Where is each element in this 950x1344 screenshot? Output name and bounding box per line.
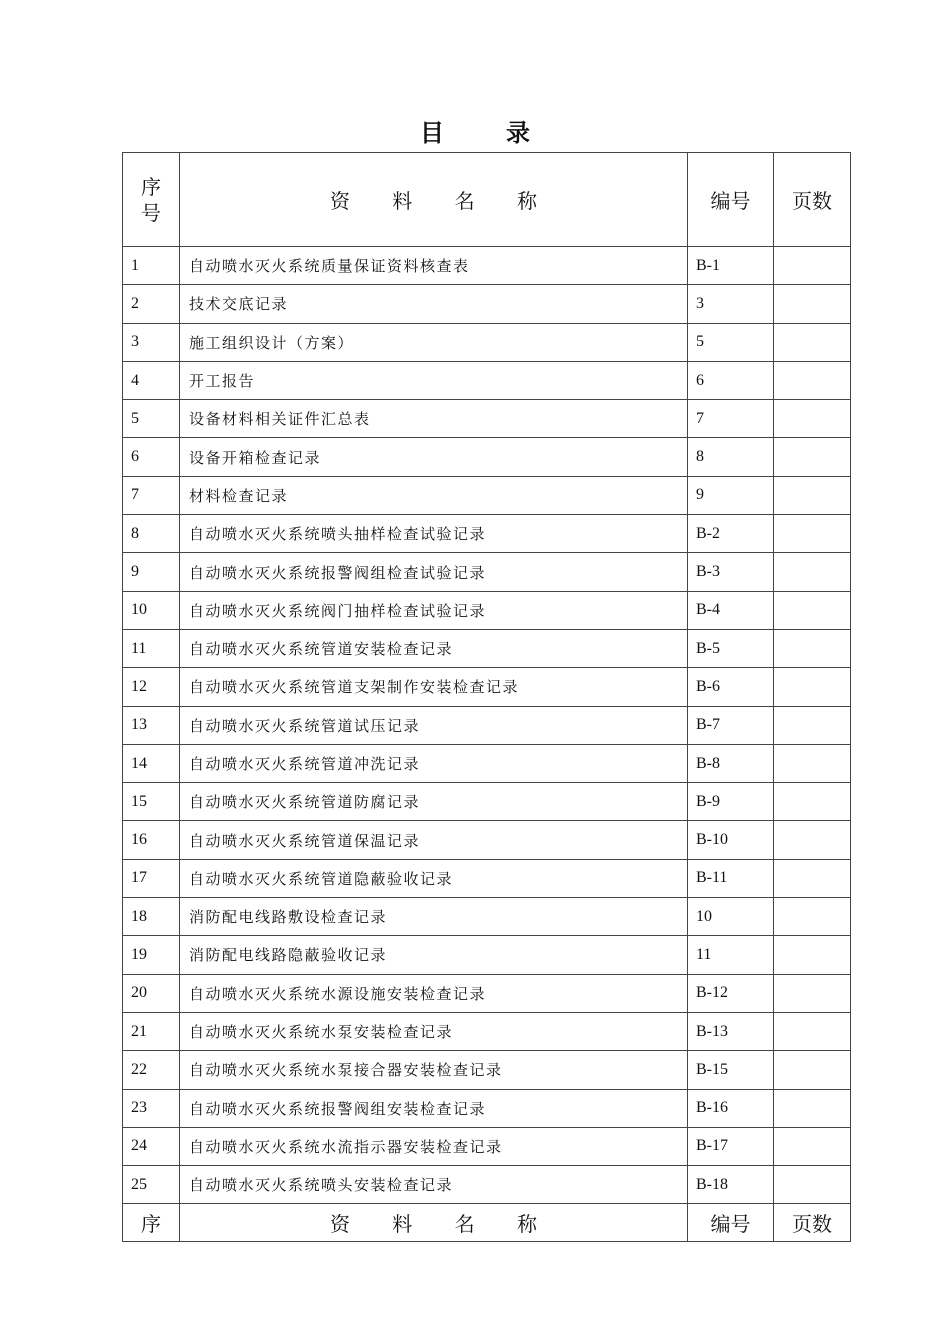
table-row: [123, 400, 851, 438]
row-pages: [774, 859, 851, 897]
row-seq: 10: [123, 591, 180, 629]
row-seq: 15: [123, 783, 180, 821]
page-title: [0, 113, 950, 148]
row-seq: 3: [123, 323, 180, 361]
footer-seq: 序: [123, 1204, 180, 1242]
row-seq: 11: [123, 629, 180, 667]
table-row: [123, 285, 851, 323]
row-name: 设备材料相关证件汇总表: [180, 400, 688, 438]
table-row: [123, 438, 851, 476]
table-row: [123, 783, 851, 821]
row-pages: [774, 247, 851, 285]
row-name: 自动喷水灭火系统水泵接合器安装检查记录: [180, 1051, 688, 1089]
row-seq: 25: [123, 1166, 180, 1204]
row-seq: 21: [123, 1012, 180, 1050]
row-seq: 14: [123, 744, 180, 782]
row-pages: [774, 1051, 851, 1089]
row-name: 自动喷水灭火系统阀门抽样检查试验记录: [180, 591, 688, 629]
header-seq: [123, 153, 180, 247]
row-name: 材料检查记录: [180, 476, 688, 514]
row-code: 10: [688, 898, 774, 936]
title-part-2: 录: [506, 119, 530, 147]
row-pages: [774, 629, 851, 667]
table-row: [123, 1012, 851, 1050]
row-pages: [774, 591, 851, 629]
row-name: 设备开箱检查记录: [180, 438, 688, 476]
row-name: 自动喷水灭火系统水源设施安装检查记录: [180, 974, 688, 1012]
row-code: B-7: [688, 706, 774, 744]
row-seq: 2: [123, 285, 180, 323]
row-pages: [774, 553, 851, 591]
row-pages: [774, 706, 851, 744]
table-row: [123, 629, 851, 667]
row-code: 7: [688, 400, 774, 438]
table-row: [123, 668, 851, 706]
row-pages: [774, 668, 851, 706]
row-name: 自动喷水灭火系统质量保证资料核查表: [180, 247, 688, 285]
row-seq: 4: [123, 361, 180, 399]
row-pages: [774, 438, 851, 476]
row-seq: 7: [123, 476, 180, 514]
row-name: 自动喷水灭火系统管道防腐记录: [180, 783, 688, 821]
row-code: 11: [688, 936, 774, 974]
title-part-1: 目: [420, 119, 444, 147]
row-code: B-12: [688, 974, 774, 1012]
header-pages: 页数: [774, 153, 851, 247]
table-footer-row: [123, 1204, 851, 1242]
row-code: 5: [688, 323, 774, 361]
table-row: [123, 859, 851, 897]
table-row: [123, 476, 851, 514]
row-code: B-4: [688, 591, 774, 629]
row-name: 自动喷水灭火系统管道隐蔽验收记录: [180, 859, 688, 897]
table-row: [123, 553, 851, 591]
header-name: [180, 153, 688, 247]
header-seq-line2: 号: [141, 200, 161, 225]
row-code: B-13: [688, 1012, 774, 1050]
row-seq: 19: [123, 936, 180, 974]
row-name: 自动喷水灭火系统喷头抽样检查试验记录: [180, 515, 688, 553]
row-seq: 24: [123, 1127, 180, 1165]
row-name: 自动喷水灭火系统水泵安装检查记录: [180, 1012, 688, 1050]
row-pages: [774, 936, 851, 974]
row-code: B-8: [688, 744, 774, 782]
row-code: B-5: [688, 629, 774, 667]
row-code: B-1: [688, 247, 774, 285]
row-pages: [774, 783, 851, 821]
table-header-row: [123, 153, 851, 247]
row-code: 6: [688, 361, 774, 399]
row-pages: [774, 974, 851, 1012]
row-code: B-18: [688, 1166, 774, 1204]
row-pages: [774, 476, 851, 514]
row-code: B-10: [688, 821, 774, 859]
row-name: 自动喷水灭火系统管道支架制作安装检查记录: [180, 668, 688, 706]
row-code: B-3: [688, 553, 774, 591]
table-row: [123, 1089, 851, 1127]
footer-name: [180, 1204, 688, 1242]
row-name: 施工组织设计（方案）: [180, 323, 688, 361]
table-row: [123, 744, 851, 782]
row-pages: [774, 1089, 851, 1127]
row-seq: 23: [123, 1089, 180, 1127]
row-pages: [774, 1166, 851, 1204]
toc-table: [122, 152, 851, 1242]
row-code: B-6: [688, 668, 774, 706]
table-row: [123, 936, 851, 974]
row-name: 消防配电线路隐蔽验收记录: [180, 936, 688, 974]
row-code: B-9: [688, 783, 774, 821]
row-code: 8: [688, 438, 774, 476]
row-pages: [774, 821, 851, 859]
row-code: B-2: [688, 515, 774, 553]
row-pages: [774, 515, 851, 553]
row-seq: 17: [123, 859, 180, 897]
row-pages: [774, 361, 851, 399]
row-pages: [774, 323, 851, 361]
row-pages: [774, 898, 851, 936]
table-row: [123, 1051, 851, 1089]
row-seq: 16: [123, 821, 180, 859]
row-seq: 9: [123, 553, 180, 591]
row-name: 自动喷水灭火系统管道冲洗记录: [180, 744, 688, 782]
row-seq: 12: [123, 668, 180, 706]
row-name: 消防配电线路敷设检查记录: [180, 898, 688, 936]
header-seq-line1: 序: [141, 174, 161, 199]
row-pages: [774, 400, 851, 438]
row-pages: [774, 1127, 851, 1165]
header-name-label: 资 料 名 称: [329, 189, 556, 213]
row-name: 开工报告: [180, 361, 688, 399]
table-row: [123, 323, 851, 361]
table-row: [123, 515, 851, 553]
row-name: 自动喷水灭火系统管道保温记录: [180, 821, 688, 859]
row-name: 自动喷水灭火系统管道安装检查记录: [180, 629, 688, 667]
row-seq: 6: [123, 438, 180, 476]
row-name: 自动喷水灭火系统水流指示器安装检查记录: [180, 1127, 688, 1165]
row-code: B-17: [688, 1127, 774, 1165]
table-row: [123, 706, 851, 744]
row-code: B-16: [688, 1089, 774, 1127]
row-seq: 18: [123, 898, 180, 936]
row-name: 自动喷水灭火系统管道试压记录: [180, 706, 688, 744]
row-pages: [774, 285, 851, 323]
footer-name-label: 资 料 名 称: [329, 1212, 556, 1237]
row-seq: 5: [123, 400, 180, 438]
row-seq: 1: [123, 247, 180, 285]
row-code: 9: [688, 476, 774, 514]
footer-code: 编号: [688, 1204, 774, 1242]
table-row: [123, 898, 851, 936]
row-seq: 22: [123, 1051, 180, 1089]
row-seq: 8: [123, 515, 180, 553]
table-row: [123, 247, 851, 285]
table-row: [123, 821, 851, 859]
row-seq: 20: [123, 974, 180, 1012]
row-name: 自动喷水灭火系统喷头安装检查记录: [180, 1166, 688, 1204]
row-name: 自动喷水灭火系统报警阀组安装检查记录: [180, 1089, 688, 1127]
table-row: [123, 1166, 851, 1204]
row-seq: 13: [123, 706, 180, 744]
table-row: [123, 591, 851, 629]
row-pages: [774, 1012, 851, 1050]
row-name: 技术交底记录: [180, 285, 688, 323]
row-pages: [774, 744, 851, 782]
header-code: 编号: [688, 153, 774, 247]
row-name: 自动喷水灭火系统报警阀组检查试验记录: [180, 553, 688, 591]
table-row: [123, 361, 851, 399]
footer-pages: 页数: [774, 1204, 851, 1242]
row-code: 3: [688, 285, 774, 323]
table-row: [123, 974, 851, 1012]
table-row: [123, 1127, 851, 1165]
row-code: B-11: [688, 859, 774, 897]
row-code: B-15: [688, 1051, 774, 1089]
